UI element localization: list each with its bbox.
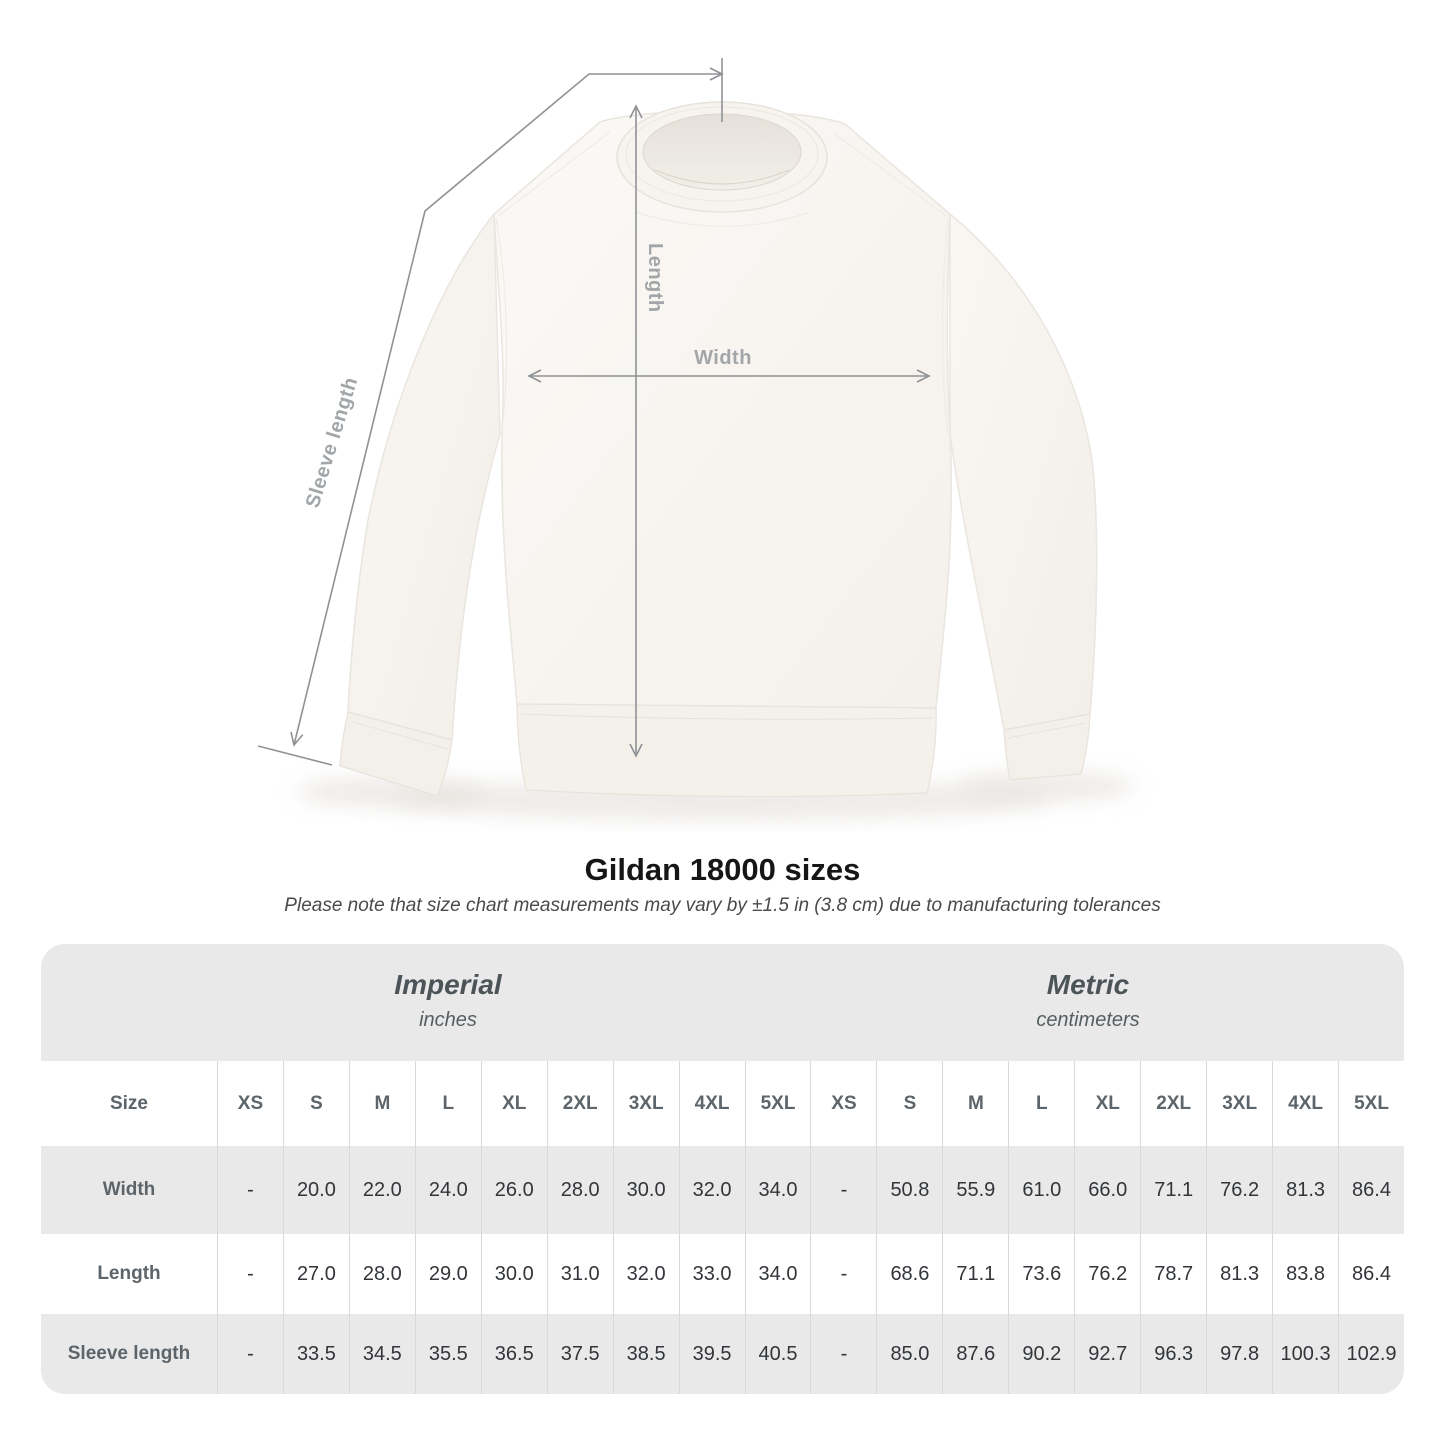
sweatshirt-illustration: [340, 102, 1097, 797]
imperial-value-cell: -: [217, 1234, 283, 1314]
size-column-header: 2XL: [547, 1061, 613, 1146]
left-sleeve: [348, 214, 500, 740]
imperial-value-cell: 28.0: [349, 1234, 415, 1314]
imperial-value-cell: 26.0: [481, 1146, 547, 1234]
measurement-row-label: Length: [97, 1263, 161, 1284]
metric-value-cell: 92.7: [1074, 1314, 1140, 1394]
size-column-header: L: [415, 1061, 481, 1146]
imperial-value-cell: 37.5: [547, 1314, 613, 1394]
size-column-header: L: [1008, 1061, 1074, 1146]
hem-band: [517, 704, 936, 797]
metric-value-cell: 102.9: [1338, 1314, 1404, 1394]
size-column-header: 3XL: [613, 1061, 679, 1146]
imperial-value-cell: 28.0: [547, 1146, 613, 1234]
metric-value-cell: 61.0: [1008, 1146, 1074, 1234]
imperial-value-cell: 34.5: [349, 1314, 415, 1394]
size-table: [41, 944, 1404, 1394]
size-column-header: XL: [1074, 1061, 1140, 1146]
tolerance-note: Please note that size chart measurements may vary by ±1.5 in (3.8 cm) due to manufacturing tolerances: [284, 895, 1161, 916]
metric-unit: centimeters: [1036, 1009, 1140, 1031]
size-column-header: S: [876, 1061, 942, 1146]
imperial-value-cell: 20.0: [283, 1146, 349, 1234]
sleeve-length-measure-label: Sleeve length: [301, 374, 363, 511]
right-sleeve: [950, 214, 1097, 730]
metric-value-cell: -: [810, 1234, 876, 1314]
imperial-value-cell: 34.0: [745, 1234, 811, 1314]
imperial-value-cell: 31.0: [547, 1234, 613, 1314]
size-column-header: 4XL: [679, 1061, 745, 1146]
table-row: [41, 1146, 1404, 1234]
size-column-header: 3XL: [1206, 1061, 1272, 1146]
size-corner-header: Size: [109, 1092, 149, 1114]
metric-value-cell: 85.0: [876, 1314, 942, 1394]
page-title: Gildan 18000 sizes: [584, 852, 861, 887]
imperial-value-cell: 27.0: [283, 1234, 349, 1314]
imperial-value-cell: 29.0: [415, 1234, 481, 1314]
metric-value-cell: 73.6: [1008, 1234, 1074, 1314]
metric-value-cell: 86.4: [1338, 1234, 1404, 1314]
metric-title: Metric: [1046, 969, 1130, 1000]
length-measure-label: Length: [644, 243, 666, 313]
metric-section-header: [1036, 944, 1139, 1032]
measurement-row-label: Width: [102, 1179, 156, 1200]
cuff-tick: [258, 746, 332, 765]
table-row: [41, 1061, 1404, 1146]
imperial-value-cell: 36.5: [481, 1314, 547, 1394]
size-column-header: XS: [810, 1061, 876, 1146]
metric-value-cell: 83.8: [1272, 1234, 1338, 1314]
size-column-header: 5XL: [745, 1061, 811, 1146]
imperial-value-cell: 30.0: [481, 1234, 547, 1314]
size-column-header: XL: [481, 1061, 547, 1146]
imperial-value-cell: 30.0: [613, 1146, 679, 1234]
imperial-value-cell: 22.0: [349, 1146, 415, 1234]
imperial-title: Imperial: [394, 969, 502, 1000]
imperial-value-cell: 39.5: [679, 1314, 745, 1394]
table-row: [41, 1314, 1404, 1394]
metric-value-cell: 71.1: [1140, 1146, 1206, 1234]
metric-value-cell: 86.4: [1338, 1146, 1404, 1234]
metric-value-cell: 76.2: [1206, 1146, 1272, 1234]
metric-value-cell: 100.3: [1272, 1314, 1338, 1394]
imperial-value-cell: 38.5: [613, 1314, 679, 1394]
metric-value-cell: 68.6: [876, 1234, 942, 1314]
metric-value-cell: 96.3: [1140, 1314, 1206, 1394]
size-column-header: 2XL: [1140, 1061, 1206, 1146]
size-column-header: 4XL: [1272, 1061, 1338, 1146]
imperial-unit: inches: [419, 1009, 477, 1031]
size-column-header: 5XL: [1338, 1061, 1404, 1146]
metric-value-cell: 55.9: [942, 1146, 1008, 1234]
unit-header-band: [41, 944, 1404, 1061]
imperial-value-cell: 35.5: [415, 1314, 481, 1394]
metric-value-cell: -: [810, 1314, 876, 1394]
metric-value-cell: 50.8: [876, 1146, 942, 1234]
imperial-value-cell: 32.0: [679, 1146, 745, 1234]
imperial-value-cell: 34.0: [745, 1146, 811, 1234]
width-measure-label: Width: [694, 347, 752, 369]
imperial-value-cell: -: [217, 1146, 283, 1234]
imperial-value-cell: 33.5: [283, 1314, 349, 1394]
measurement-row-label: Sleeve length: [67, 1343, 191, 1364]
imperial-value-cell: 24.0: [415, 1146, 481, 1234]
imperial-value-cell: 33.0: [679, 1234, 745, 1314]
metric-value-cell: 81.3: [1206, 1234, 1272, 1314]
size-grid: [41, 1061, 1404, 1394]
size-column-header: M: [942, 1061, 1008, 1146]
metric-value-cell: 97.8: [1206, 1314, 1272, 1394]
metric-value-cell: 66.0: [1074, 1146, 1140, 1234]
size-column-header: S: [283, 1061, 349, 1146]
metric-value-cell: 87.6: [942, 1314, 1008, 1394]
metric-value-cell: 76.2: [1074, 1234, 1140, 1314]
imperial-value-cell: -: [217, 1314, 283, 1394]
table-row: [41, 1234, 1404, 1314]
size-column-header: M: [349, 1061, 415, 1146]
size-column-header: XS: [217, 1061, 283, 1146]
imperial-section-header: [394, 944, 501, 1032]
metric-value-cell: 90.2: [1008, 1314, 1074, 1394]
metric-value-cell: -: [810, 1146, 876, 1234]
metric-value-cell: 81.3: [1272, 1146, 1338, 1234]
metric-value-cell: 71.1: [942, 1234, 1008, 1314]
imperial-value-cell: 40.5: [745, 1314, 811, 1394]
metric-value-cell: 78.7: [1140, 1234, 1206, 1314]
imperial-value-cell: 32.0: [613, 1234, 679, 1314]
